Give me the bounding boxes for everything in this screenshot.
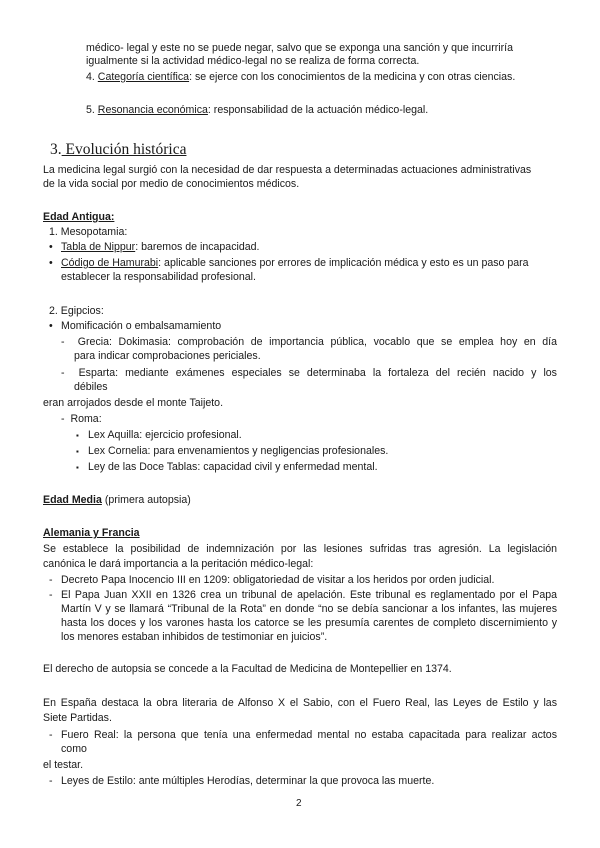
edad-media-note: (primera autopsia) bbox=[101, 494, 191, 506]
decreto-item bbox=[49, 574, 494, 587]
momificacion-text: Momificación o embalsamamiento bbox=[61, 320, 222, 332]
alemania-para-line-2: canónica le dará importancia a la peritación médico-legal: bbox=[43, 558, 314, 570]
bullet-icon: ▪ bbox=[76, 431, 79, 440]
esparta-line-2: débiles bbox=[74, 381, 108, 393]
roma-law-text: Lex Aquilla: ejercicio profesional. bbox=[88, 429, 242, 441]
roma-item bbox=[61, 413, 102, 426]
bullet-icon: ▪ bbox=[76, 463, 79, 472]
leyes-estilo-text: Leyes de Estilo: ante múltiples Herodías, determinar la que provoca las muerte. bbox=[61, 775, 435, 787]
edad-media-title: Edad Media bbox=[43, 494, 102, 506]
section-heading bbox=[50, 141, 186, 159]
section-title: Evolución histórica bbox=[61, 141, 187, 158]
grecia-line-2: para indicar comprobaciones periciales. bbox=[74, 350, 261, 362]
hamurabi-line-2: establecer la responsabilidad profesional. bbox=[61, 271, 256, 283]
nippur-term: Tabla de Nippur bbox=[61, 241, 136, 253]
alemania-para-line-1: Se establece la posibilidad de indemnización por las lesiones sufridas tras agresión. La legislación bbox=[43, 543, 557, 555]
esparta-line-1 bbox=[61, 367, 557, 380]
momificacion-bullet bbox=[49, 320, 221, 333]
decreto-text: Decreto Papa Inocencio III en 1209: obligatoriedad de visitar a los heridos por orden judicial. bbox=[61, 574, 495, 586]
roma-law-item bbox=[76, 461, 378, 474]
egipcios-item: 2. Egipcios: bbox=[49, 305, 104, 317]
intro-line-2: igualmente si la actividad médico-legal no se realiza de forma correcta. bbox=[86, 55, 420, 67]
dash-marker: - bbox=[61, 413, 68, 425]
fuero-real-line-3: el testar. bbox=[43, 759, 84, 771]
edad-media-heading bbox=[43, 494, 191, 507]
fuero-real-text: Fuero Real: la persona que tenía una enfermedad mental no estaba capacitada para realizar actos bbox=[61, 729, 557, 741]
leyes-estilo-item bbox=[49, 775, 434, 788]
dash-marker: - bbox=[49, 729, 53, 741]
edad-antigua-heading: Edad Antigua: bbox=[43, 211, 115, 223]
grecia-text: Grecia: Dokimasia: comprobación de importancia pública, vocablo que se emplea hoy en día bbox=[77, 336, 558, 348]
nippur-bullet bbox=[49, 241, 259, 254]
item-term: Categoría científica bbox=[97, 71, 190, 83]
esparta-text: Esparta: mediante exámenes especiales se determinaba la fortaleza del recién nacido y los bbox=[78, 367, 557, 379]
espana-para-line-1: En España destaca la obra literaria de Alfonso X el Sabio, con el Fuero Real, las Leyes de Estilo y las bbox=[43, 697, 557, 709]
grecia-line-1 bbox=[61, 336, 557, 349]
item-text: : responsabilidad de la actuación médico-legal. bbox=[207, 104, 429, 116]
item-number: 4. bbox=[86, 71, 95, 83]
section-para-line-2: de la vida social por medio de conocimientos médicos. bbox=[43, 178, 300, 190]
autopsia-paragraph: El derecho de autopsia se concede a la Facultad de Medicina de Montepellier en 1374. bbox=[43, 663, 452, 675]
dash-marker: - bbox=[49, 775, 53, 787]
papa-juan-line-1 bbox=[49, 589, 557, 602]
roma-label: Roma: bbox=[70, 413, 102, 425]
intro-item-4 bbox=[86, 71, 515, 84]
papa-juan-line-2: Martín V y se llamará “Tribunal de la Rota” en donde “no se debía sancionar a los infantes, las mujeres bbox=[61, 603, 557, 615]
section-number: 3. bbox=[50, 141, 62, 158]
esparta-line-3: eran arrojados desde el monte Taijeto. bbox=[43, 397, 224, 409]
roma-law-text: Lex Cornelia: para envenamientos y negligencias profesionales. bbox=[88, 445, 389, 457]
dash-marker: - bbox=[49, 574, 53, 586]
dash-marker: - bbox=[49, 589, 53, 601]
bullet-icon: • bbox=[49, 320, 53, 332]
roma-law-item bbox=[76, 429, 242, 442]
dash-marker: - bbox=[61, 336, 72, 348]
item-number: 5. bbox=[86, 104, 95, 116]
section-para-line-1: La medicina legal surgió con la necesidad de dar respuesta a determinadas actuaciones administrativas bbox=[43, 164, 532, 176]
alemania-francia-heading: Alemania y Francia bbox=[43, 527, 140, 539]
item-term: Resonancia económica bbox=[97, 104, 208, 116]
fuero-real-line-2: como bbox=[61, 743, 87, 755]
roma-law-item bbox=[76, 445, 388, 458]
espana-para-line-2: Siete Partidas. bbox=[43, 712, 112, 724]
papa-juan-line-4: los menores estaban inhibidos de testimoniar en juicios”. bbox=[61, 631, 328, 643]
mesopotamia-item: 1. Mesopotamia: bbox=[49, 226, 128, 238]
page-number: 2 bbox=[296, 798, 302, 809]
bullet-icon: • bbox=[49, 241, 53, 253]
intro-item-5 bbox=[86, 104, 428, 117]
fuero-real-line-1 bbox=[49, 729, 557, 742]
intro-line-1: médico- legal y este no se puede negar, salvo que se exponga una sanción y que incurriría bbox=[86, 42, 513, 54]
bullet-icon: • bbox=[49, 257, 53, 269]
papa-juan-text: El Papa Juan XXII en 1326 crea un tribunal de apelación. Este tribunal es reglamentado por el Papa bbox=[61, 589, 557, 601]
dash-marker: - bbox=[61, 367, 72, 379]
item-text: : se ejerce con los conocimientos de la medicina y con otras ciencias. bbox=[189, 71, 516, 83]
hamurabi-bullet bbox=[49, 257, 529, 270]
nippur-text: : baremos de incapacidad. bbox=[135, 241, 260, 253]
papa-juan-line-3: hasta los doces y los varones hasta los catorce se les presumía carentes de completo discernimiento y bbox=[61, 617, 557, 629]
hamurabi-text: : aplicable sanciones por errores de implicación médica y esto es un paso para bbox=[158, 257, 529, 269]
hamurabi-term: Código de Hamurabi bbox=[61, 257, 159, 269]
bullet-icon: ▪ bbox=[76, 447, 79, 456]
roma-law-text: Ley de las Doce Tablas: capacidad civil y enfermedad mental. bbox=[88, 461, 378, 473]
